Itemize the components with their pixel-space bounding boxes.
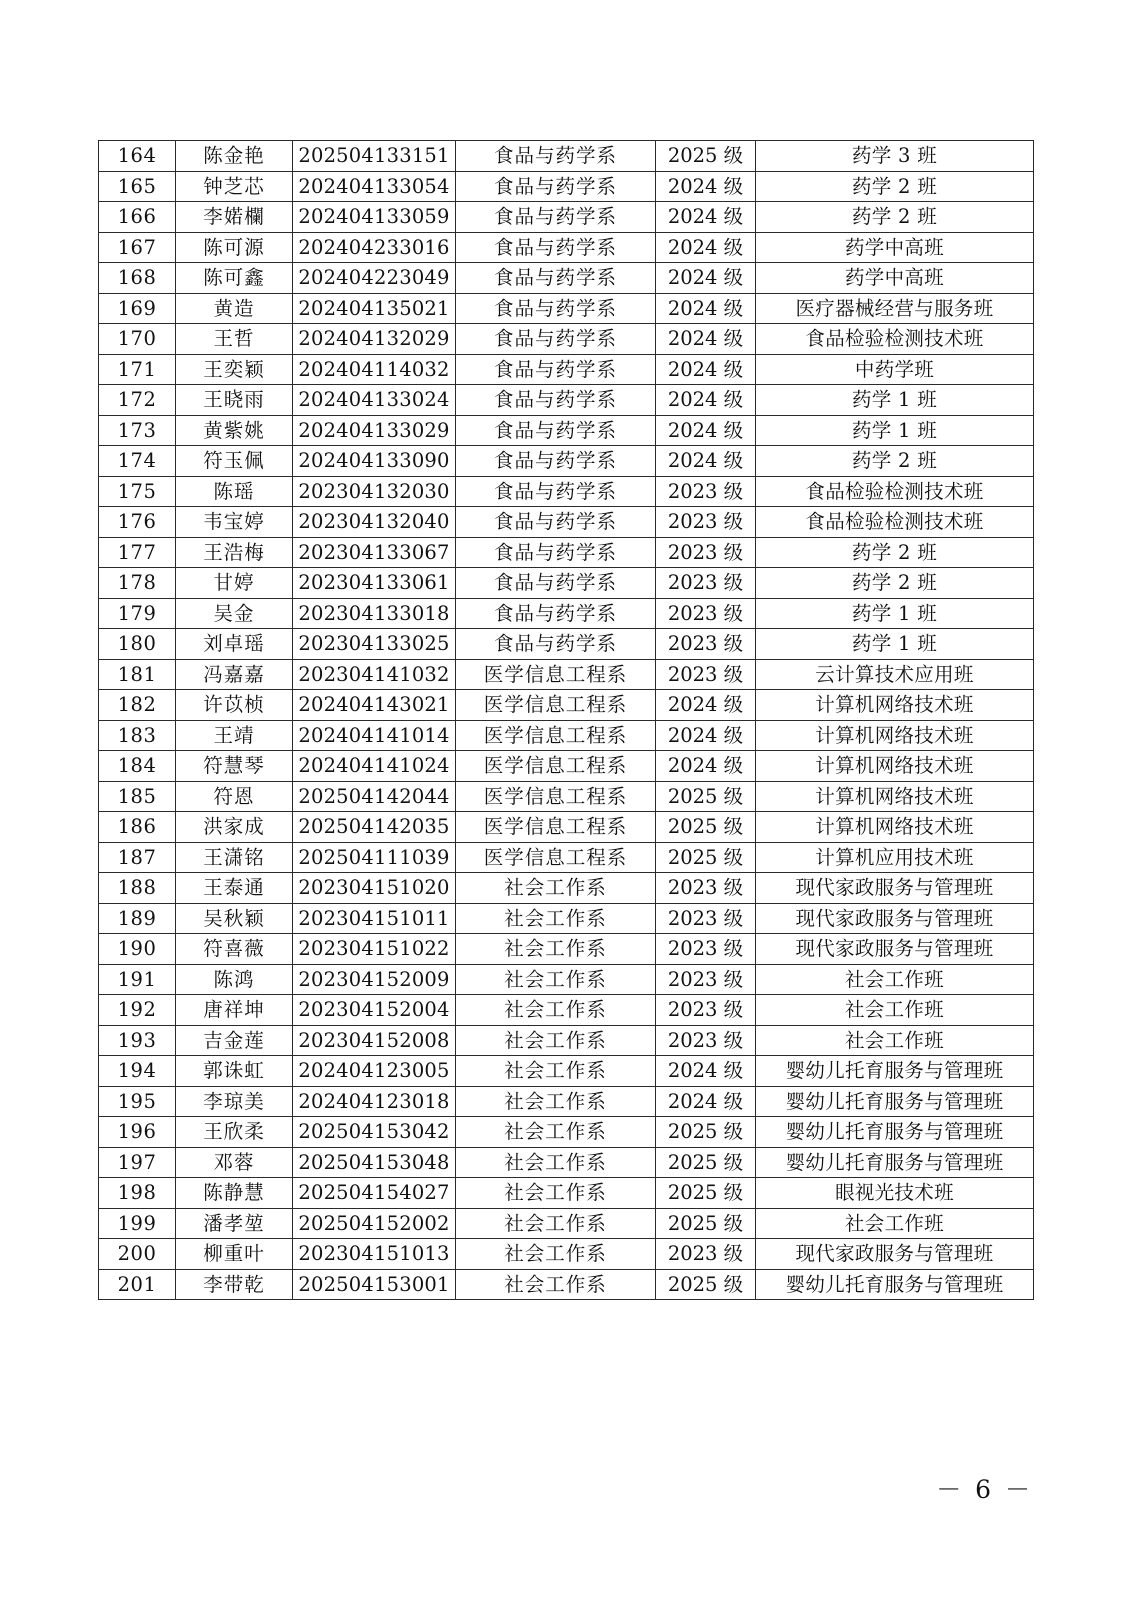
row-index: 184 xyxy=(99,751,176,782)
table-row xyxy=(99,385,1034,416)
row-index: 185 xyxy=(99,781,176,812)
student-id: 202304133018 xyxy=(293,598,456,629)
grade-year: 2024 级 xyxy=(656,1086,756,1117)
table-row xyxy=(99,507,1034,538)
row-index: 178 xyxy=(99,568,176,599)
class-name: 眼视光技术班 xyxy=(756,1178,1034,1209)
table-row xyxy=(99,263,1034,294)
student-name: 李带乾 xyxy=(176,1269,293,1300)
department: 医学信息工程系 xyxy=(456,751,656,782)
grade-year: 2024 级 xyxy=(656,446,756,477)
class-name: 计算机网络技术班 xyxy=(756,812,1034,843)
grade-year: 2024 级 xyxy=(656,202,756,233)
grade-year: 2025 级 xyxy=(656,1208,756,1239)
student-name: 李婼欄 xyxy=(176,202,293,233)
class-name: 社会工作班 xyxy=(756,1208,1034,1239)
class-name: 计算机网络技术班 xyxy=(756,751,1034,782)
table-row xyxy=(99,1147,1034,1178)
department: 医学信息工程系 xyxy=(456,842,656,873)
class-name: 婴幼儿托育服务与管理班 xyxy=(756,1086,1034,1117)
student-id: 202304132040 xyxy=(293,507,456,538)
student-id: 202404133024 xyxy=(293,385,456,416)
department: 食品与药学系 xyxy=(456,629,656,660)
student-id: 202504111039 xyxy=(293,842,456,873)
student-id: 202304152004 xyxy=(293,995,456,1026)
grade-year: 2025 级 xyxy=(656,1117,756,1148)
class-name: 计算机网络技术班 xyxy=(756,720,1034,751)
row-index: 174 xyxy=(99,446,176,477)
table-row xyxy=(99,873,1034,904)
grade-year: 2024 级 xyxy=(656,324,756,355)
class-name: 药学 1 班 xyxy=(756,598,1034,629)
row-index: 189 xyxy=(99,903,176,934)
row-index: 195 xyxy=(99,1086,176,1117)
student-id: 202304151022 xyxy=(293,934,456,965)
grade-year: 2024 级 xyxy=(656,354,756,385)
table-row xyxy=(99,1086,1034,1117)
class-name: 药学 2 班 xyxy=(756,568,1034,599)
student-id: 202404143021 xyxy=(293,690,456,721)
student-name: 洪家成 xyxy=(176,812,293,843)
row-index: 182 xyxy=(99,690,176,721)
row-index: 192 xyxy=(99,995,176,1026)
student-id: 202404133059 xyxy=(293,202,456,233)
row-index: 166 xyxy=(99,202,176,233)
table-row xyxy=(99,232,1034,263)
grade-year: 2025 级 xyxy=(656,781,756,812)
row-index: 171 xyxy=(99,354,176,385)
grade-year: 2023 级 xyxy=(656,659,756,690)
student-name: 王浩梅 xyxy=(176,537,293,568)
table-row xyxy=(99,171,1034,202)
class-name: 食品检验检测技术班 xyxy=(756,476,1034,507)
department: 社会工作系 xyxy=(456,995,656,1026)
grade-year: 2025 级 xyxy=(656,1178,756,1209)
student-id: 202504152002 xyxy=(293,1208,456,1239)
table-row xyxy=(99,476,1034,507)
grade-year: 2023 级 xyxy=(656,476,756,507)
department: 食品与药学系 xyxy=(456,598,656,629)
row-index: 165 xyxy=(99,171,176,202)
grade-year: 2023 级 xyxy=(656,507,756,538)
department: 社会工作系 xyxy=(456,964,656,995)
table-row xyxy=(99,1117,1034,1148)
student-id: 202404123018 xyxy=(293,1086,456,1117)
class-name: 药学 1 班 xyxy=(756,629,1034,660)
grade-year: 2023 级 xyxy=(656,1239,756,1270)
row-index: 168 xyxy=(99,263,176,294)
student-id: 202404133054 xyxy=(293,171,456,202)
table-row xyxy=(99,1269,1034,1300)
department: 社会工作系 xyxy=(456,1178,656,1209)
department: 医学信息工程系 xyxy=(456,690,656,721)
department: 社会工作系 xyxy=(456,1147,656,1178)
table-row xyxy=(99,1178,1034,1209)
student-id: 202304151013 xyxy=(293,1239,456,1270)
department: 社会工作系 xyxy=(456,903,656,934)
row-index: 187 xyxy=(99,842,176,873)
grade-year: 2024 级 xyxy=(656,232,756,263)
department: 食品与药学系 xyxy=(456,476,656,507)
department: 社会工作系 xyxy=(456,1239,656,1270)
grade-year: 2024 级 xyxy=(656,720,756,751)
class-name: 中药学班 xyxy=(756,354,1034,385)
student-name: 李琼美 xyxy=(176,1086,293,1117)
student-name: 王晓雨 xyxy=(176,385,293,416)
student-name: 陈金艳 xyxy=(176,141,293,172)
class-name: 药学 2 班 xyxy=(756,446,1034,477)
row-index: 190 xyxy=(99,934,176,965)
table-row xyxy=(99,415,1034,446)
student-name: 符喜薇 xyxy=(176,934,293,965)
grade-year: 2023 级 xyxy=(656,903,756,934)
student-name: 王靖 xyxy=(176,720,293,751)
table-row xyxy=(99,720,1034,751)
student-id: 202404114032 xyxy=(293,354,456,385)
student-id: 202404223049 xyxy=(293,263,456,294)
row-index: 197 xyxy=(99,1147,176,1178)
grade-year: 2023 级 xyxy=(656,873,756,904)
class-name: 婴幼儿托育服务与管理班 xyxy=(756,1147,1034,1178)
table-row xyxy=(99,690,1034,721)
class-name: 计算机网络技术班 xyxy=(756,781,1034,812)
student-name: 黄紫姚 xyxy=(176,415,293,446)
student-name: 柳重叶 xyxy=(176,1239,293,1270)
row-index: 167 xyxy=(99,232,176,263)
grade-year: 2024 级 xyxy=(656,293,756,324)
student-name: 陈可鑫 xyxy=(176,263,293,294)
student-id: 202404123005 xyxy=(293,1056,456,1087)
student-name: 韦宝婷 xyxy=(176,507,293,538)
student-id: 202504133151 xyxy=(293,141,456,172)
class-name: 现代家政服务与管理班 xyxy=(756,903,1034,934)
class-name: 现代家政服务与管理班 xyxy=(756,873,1034,904)
student-name: 符玉佩 xyxy=(176,446,293,477)
student-name: 王泰通 xyxy=(176,873,293,904)
department: 医学信息工程系 xyxy=(456,659,656,690)
class-name: 计算机应用技术班 xyxy=(756,842,1034,873)
student-id: 202304133061 xyxy=(293,568,456,599)
row-index: 196 xyxy=(99,1117,176,1148)
row-index: 172 xyxy=(99,385,176,416)
row-index: 200 xyxy=(99,1239,176,1270)
row-index: 199 xyxy=(99,1208,176,1239)
class-name: 药学 2 班 xyxy=(756,171,1034,202)
row-index: 183 xyxy=(99,720,176,751)
student-id: 202304152008 xyxy=(293,1025,456,1056)
grade-year: 2023 级 xyxy=(656,537,756,568)
row-index: 177 xyxy=(99,537,176,568)
student-name: 潘孝堃 xyxy=(176,1208,293,1239)
grade-year: 2024 级 xyxy=(656,171,756,202)
department: 食品与药学系 xyxy=(456,202,656,233)
grade-year: 2024 级 xyxy=(656,385,756,416)
row-index: 173 xyxy=(99,415,176,446)
student-name: 王潇铭 xyxy=(176,842,293,873)
page-number: － 6 － xyxy=(936,1475,1033,1504)
student-id: 202404141024 xyxy=(293,751,456,782)
student-id: 202504153042 xyxy=(293,1117,456,1148)
row-index: 194 xyxy=(99,1056,176,1087)
department: 食品与药学系 xyxy=(456,293,656,324)
row-index: 198 xyxy=(99,1178,176,1209)
student-name: 陈可源 xyxy=(176,232,293,263)
student-id: 202304152009 xyxy=(293,964,456,995)
class-name: 药学 2 班 xyxy=(756,202,1034,233)
student-id: 202304141032 xyxy=(293,659,456,690)
department: 医学信息工程系 xyxy=(456,812,656,843)
class-name: 现代家政服务与管理班 xyxy=(756,934,1034,965)
department: 食品与药学系 xyxy=(456,141,656,172)
table-row xyxy=(99,751,1034,782)
grade-year: 2025 级 xyxy=(656,1269,756,1300)
student-id: 202504154027 xyxy=(293,1178,456,1209)
student-id: 202504153048 xyxy=(293,1147,456,1178)
grade-year: 2025 级 xyxy=(656,812,756,843)
grade-year: 2024 级 xyxy=(656,1056,756,1087)
class-name: 药学 1 班 xyxy=(756,385,1034,416)
department: 食品与药学系 xyxy=(456,263,656,294)
table-row xyxy=(99,537,1034,568)
department: 食品与药学系 xyxy=(456,354,656,385)
student-id: 202404132029 xyxy=(293,324,456,355)
roster-table xyxy=(98,140,1034,1300)
student-id: 202404233016 xyxy=(293,232,456,263)
table-row xyxy=(99,812,1034,843)
class-name: 社会工作班 xyxy=(756,1025,1034,1056)
student-name: 王哲 xyxy=(176,324,293,355)
student-id: 202404135021 xyxy=(293,293,456,324)
row-index: 170 xyxy=(99,324,176,355)
row-index: 176 xyxy=(99,507,176,538)
class-name: 药学 3 班 xyxy=(756,141,1034,172)
grade-year: 2024 级 xyxy=(656,415,756,446)
department: 社会工作系 xyxy=(456,1025,656,1056)
grade-year: 2024 级 xyxy=(656,263,756,294)
row-index: 181 xyxy=(99,659,176,690)
row-index: 188 xyxy=(99,873,176,904)
student-name: 陈瑶 xyxy=(176,476,293,507)
department: 社会工作系 xyxy=(456,873,656,904)
grade-year: 2023 级 xyxy=(656,629,756,660)
grade-year: 2023 级 xyxy=(656,598,756,629)
student-name: 陈静慧 xyxy=(176,1178,293,1209)
table-row xyxy=(99,629,1034,660)
student-id: 202404133029 xyxy=(293,415,456,446)
department: 社会工作系 xyxy=(456,1086,656,1117)
department: 社会工作系 xyxy=(456,1208,656,1239)
student-name: 陈鸿 xyxy=(176,964,293,995)
grade-year: 2025 级 xyxy=(656,1147,756,1178)
department: 食品与药学系 xyxy=(456,537,656,568)
department: 食品与药学系 xyxy=(456,507,656,538)
class-name: 婴幼儿托育服务与管理班 xyxy=(756,1056,1034,1087)
student-name: 邓蓉 xyxy=(176,1147,293,1178)
student-name: 符恩 xyxy=(176,781,293,812)
class-name: 医疗器械经营与服务班 xyxy=(756,293,1034,324)
department: 食品与药学系 xyxy=(456,324,656,355)
row-index: 186 xyxy=(99,812,176,843)
student-id: 202304151020 xyxy=(293,873,456,904)
student-name: 黄造 xyxy=(176,293,293,324)
class-name: 婴幼儿托育服务与管理班 xyxy=(756,1117,1034,1148)
student-name: 甘婷 xyxy=(176,568,293,599)
table-row xyxy=(99,1056,1034,1087)
grade-year: 2025 级 xyxy=(656,842,756,873)
department: 食品与药学系 xyxy=(456,385,656,416)
table-row xyxy=(99,293,1034,324)
grade-year: 2023 级 xyxy=(656,934,756,965)
student-name: 王奕颖 xyxy=(176,354,293,385)
student-name: 钟芝芯 xyxy=(176,171,293,202)
department: 社会工作系 xyxy=(456,1056,656,1087)
student-id: 202404141014 xyxy=(293,720,456,751)
table-row xyxy=(99,324,1034,355)
row-index: 179 xyxy=(99,598,176,629)
class-name: 现代家政服务与管理班 xyxy=(756,1239,1034,1270)
student-id: 202304133025 xyxy=(293,629,456,660)
student-name: 刘卓瑶 xyxy=(176,629,293,660)
department: 食品与药学系 xyxy=(456,446,656,477)
row-index: 175 xyxy=(99,476,176,507)
table-row xyxy=(99,842,1034,873)
department: 食品与药学系 xyxy=(456,415,656,446)
table-row xyxy=(99,354,1034,385)
department: 医学信息工程系 xyxy=(456,720,656,751)
student-name: 王欣柔 xyxy=(176,1117,293,1148)
grade-year: 2023 级 xyxy=(656,1025,756,1056)
student-name: 符慧琴 xyxy=(176,751,293,782)
grade-year: 2024 级 xyxy=(656,690,756,721)
student-name: 冯嘉嘉 xyxy=(176,659,293,690)
table-row xyxy=(99,568,1034,599)
class-name: 社会工作班 xyxy=(756,995,1034,1026)
row-index: 180 xyxy=(99,629,176,660)
grade-year: 2023 级 xyxy=(656,568,756,599)
grade-year: 2024 级 xyxy=(656,751,756,782)
department: 社会工作系 xyxy=(456,934,656,965)
student-name: 吴秋颖 xyxy=(176,903,293,934)
table-row xyxy=(99,1208,1034,1239)
student-id: 202304133067 xyxy=(293,537,456,568)
student-id: 202504153001 xyxy=(293,1269,456,1300)
table-row xyxy=(99,903,1034,934)
department: 社会工作系 xyxy=(456,1269,656,1300)
row-index: 191 xyxy=(99,964,176,995)
table-row xyxy=(99,598,1034,629)
table-row xyxy=(99,141,1034,172)
class-name: 药学中高班 xyxy=(756,232,1034,263)
grade-year: 2023 级 xyxy=(656,995,756,1026)
table-row xyxy=(99,446,1034,477)
table-row xyxy=(99,659,1034,690)
table-row xyxy=(99,202,1034,233)
class-name: 计算机网络技术班 xyxy=(756,690,1034,721)
student-id: 202504142044 xyxy=(293,781,456,812)
class-name: 食品检验检测技术班 xyxy=(756,507,1034,538)
class-name: 婴幼儿托育服务与管理班 xyxy=(756,1269,1034,1300)
row-index: 169 xyxy=(99,293,176,324)
department: 食品与药学系 xyxy=(456,232,656,263)
grade-year: 2023 级 xyxy=(656,964,756,995)
roster-table-body xyxy=(99,141,1034,1300)
table-row xyxy=(99,995,1034,1026)
table-row xyxy=(99,1025,1034,1056)
department: 社会工作系 xyxy=(456,1117,656,1148)
row-index: 193 xyxy=(99,1025,176,1056)
student-name: 许苡桢 xyxy=(176,690,293,721)
class-name: 药学 1 班 xyxy=(756,415,1034,446)
class-name: 药学中高班 xyxy=(756,263,1034,294)
table-row xyxy=(99,781,1034,812)
student-id: 202504142035 xyxy=(293,812,456,843)
student-id: 202304132030 xyxy=(293,476,456,507)
student-id: 202304151011 xyxy=(293,903,456,934)
roster-table-container xyxy=(98,140,1033,1300)
department: 食品与药学系 xyxy=(456,171,656,202)
class-name: 食品检验检测技术班 xyxy=(756,324,1034,355)
class-name: 药学 2 班 xyxy=(756,537,1034,568)
student-name: 郭诛虹 xyxy=(176,1056,293,1087)
table-row xyxy=(99,964,1034,995)
class-name: 云计算技术应用班 xyxy=(756,659,1034,690)
student-name: 吴金 xyxy=(176,598,293,629)
department: 食品与药学系 xyxy=(456,568,656,599)
grade-year: 2025 级 xyxy=(656,141,756,172)
student-name: 吉金莲 xyxy=(176,1025,293,1056)
table-row xyxy=(99,934,1034,965)
row-index: 201 xyxy=(99,1269,176,1300)
department: 医学信息工程系 xyxy=(456,781,656,812)
student-id: 202404133090 xyxy=(293,446,456,477)
table-row xyxy=(99,1239,1034,1270)
row-index: 164 xyxy=(99,141,176,172)
student-name: 唐祥坤 xyxy=(176,995,293,1026)
class-name: 社会工作班 xyxy=(756,964,1034,995)
